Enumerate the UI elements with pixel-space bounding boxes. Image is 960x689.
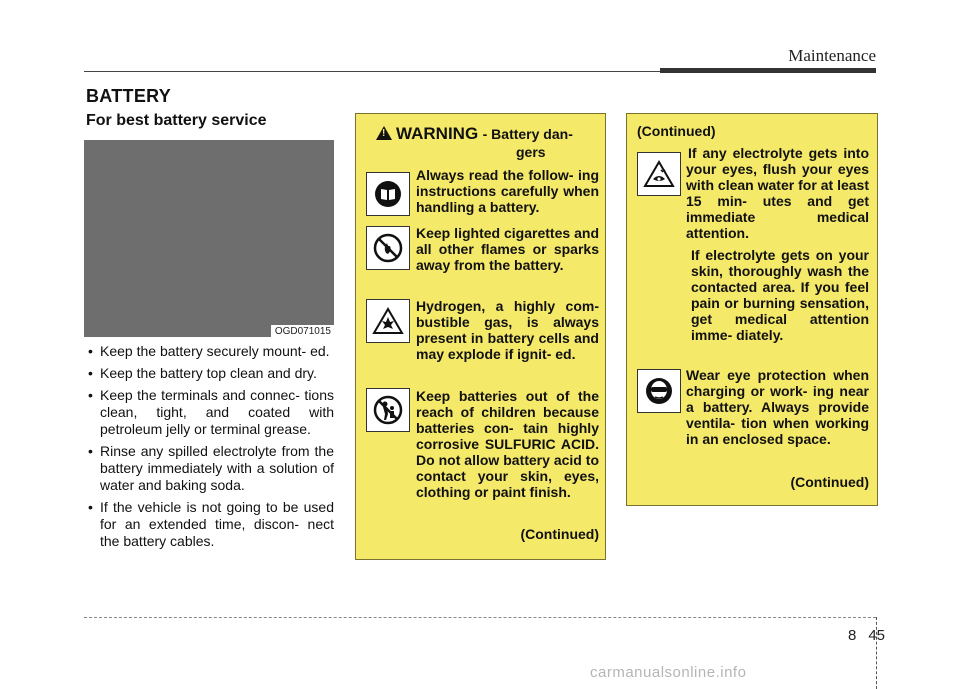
service-list — [86, 343, 334, 555]
list-item: • If the vehicle is not going to be used for an extended time, discon- nect the battery cables. — [86, 499, 334, 550]
keep-children-away-icon — [366, 388, 410, 432]
warning-item-text: Keep batteries out of the reach of children because batteries con- tain highly corrosive SULFURIC ACID. Do not allow battery acid to contact your skin, eyes, clothing or paint finish. — [416, 388, 599, 500]
warning-subtitle-cont: gers — [516, 144, 546, 160]
footer-rule — [84, 617, 876, 618]
no-flame-icon — [366, 226, 410, 270]
warning-item-text: Always read the follow- ing instructions carefully when handling a battery. — [416, 167, 599, 215]
warning-box — [355, 113, 606, 560]
warning-item-text: Hydrogen, a highly com- bustible gas, is always present in battery cells and may explode if ignit- ed. — [416, 298, 599, 362]
page-number — [848, 627, 885, 644]
list-item: • Keep the battery top clean and dry. — [86, 365, 334, 382]
battery-photo — [84, 140, 334, 337]
eyes-text: If any electrolyte gets into your eyes, flush your eyes with clean water for at least 15 min- utes and get immediate medical attention. — [686, 145, 869, 241]
list-item: • Keep the terminals and connec- tions clean, tight, and coated with petroleum jelly or terminal grease. — [86, 387, 334, 438]
warning-subtitle: - Battery dan- — [482, 126, 573, 142]
skin-text: If electrolyte gets on your skin, thoroughly wash the contacted area. If you feel pain or burning sensation, get medical attention imme- diately. — [691, 247, 869, 343]
warning-item-text: Keep lighted cigarettes and all other flames or sparks away from the battery. — [416, 225, 599, 273]
protection-text: Wear eye protection when charging or work- ing near a battery. Always provide ventila- tion when working in an enclosed space. — [686, 367, 869, 447]
watermark: carmanualsonline.info — [590, 664, 747, 681]
page-heading: BATTERY — [86, 86, 172, 106]
warning-continued: (Continued) — [520, 526, 599, 542]
eye-splash-icon — [637, 152, 681, 196]
list-item: • Rinse any spilled electrolyte from the battery immediately with a solution of water and baking soda. — [86, 443, 334, 494]
manual-icon — [366, 172, 410, 216]
warning-triangle-icon — [376, 126, 392, 140]
eye-protection-icon — [637, 369, 681, 413]
explosion-icon — [366, 299, 410, 343]
page-number-value: 45 — [868, 627, 886, 644]
warning-label: WARNING — [396, 124, 479, 143]
continued-footer: (Continued) — [790, 474, 869, 490]
warning-title — [376, 124, 601, 160]
chapter-number: 8 — [848, 627, 857, 644]
page-subheading: For best battery service — [86, 112, 267, 129]
figure-code: OGD071015 — [271, 325, 334, 337]
section-title: Maintenance — [788, 46, 876, 65]
continued-header: (Continued) — [637, 123, 716, 139]
header-rule-accent — [660, 68, 876, 73]
continued-box — [626, 113, 878, 506]
list-item: • Keep the battery securely mount- ed. — [86, 343, 334, 360]
